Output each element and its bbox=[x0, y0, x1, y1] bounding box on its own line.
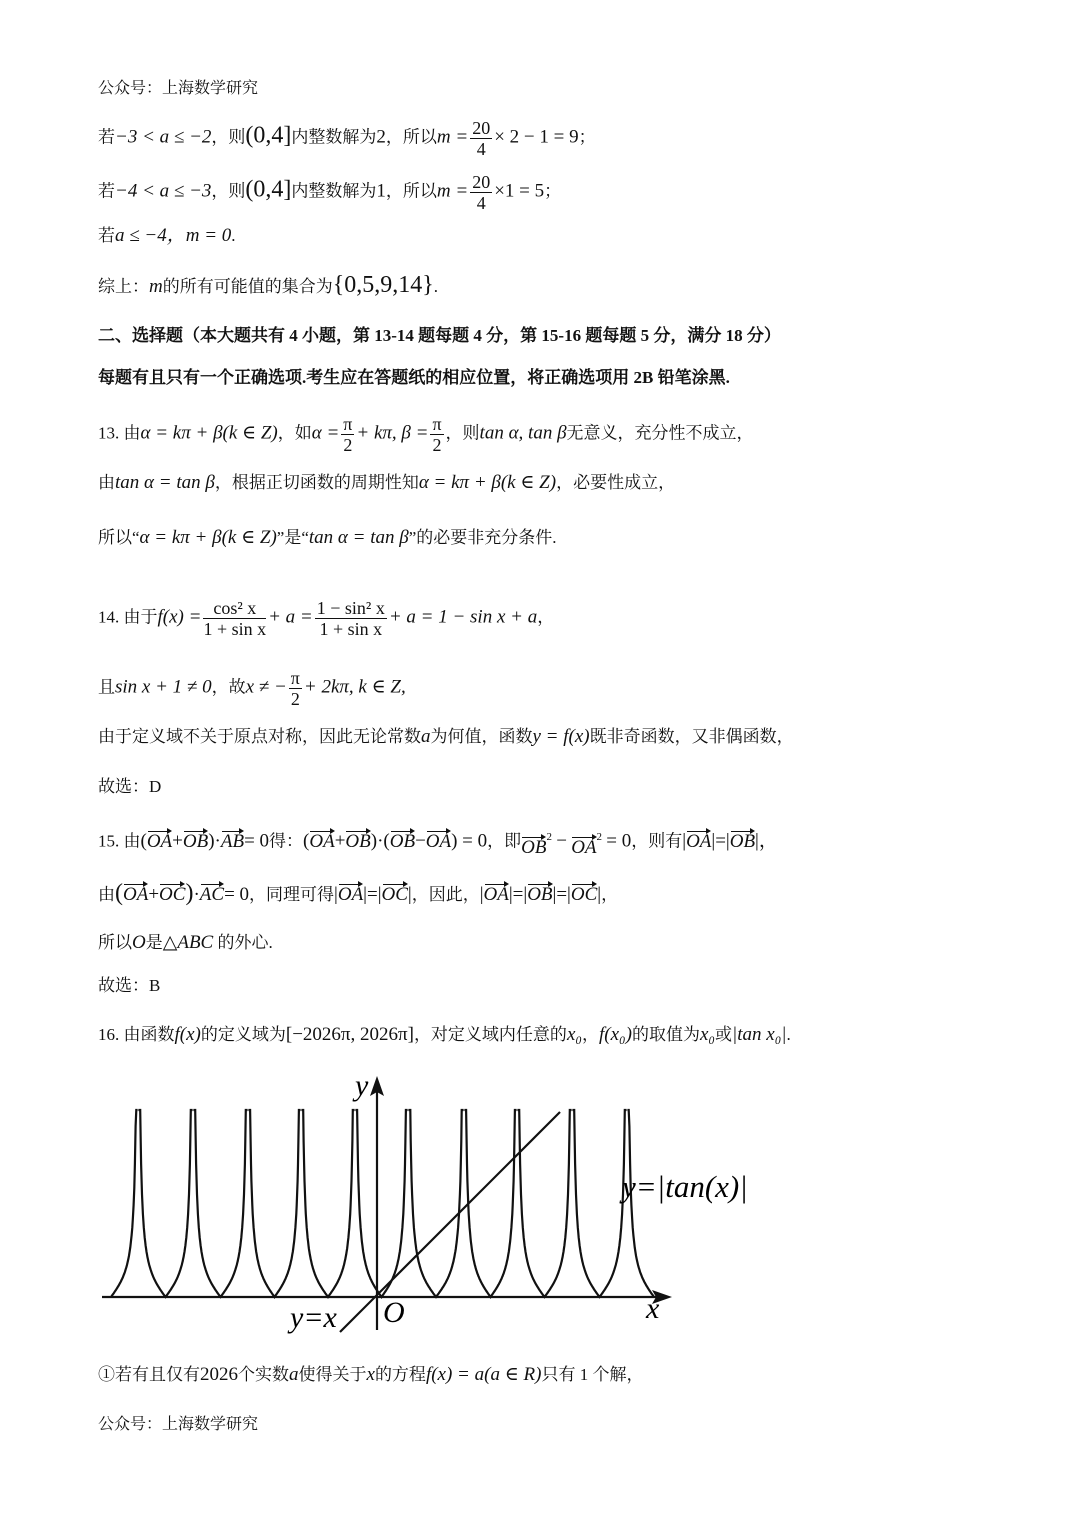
q14-answer: 故选：D bbox=[98, 777, 162, 796]
abs-tan-branch bbox=[355, 1110, 407, 1297]
q16-line-last: ①若有且仅有2026个实数a使得关于x的方程f(x) = a(a ∈ R)只有 1 个解， bbox=[98, 1364, 644, 1385]
page-footer: 公众号：上海数学研究 bbox=[98, 1416, 259, 1433]
line-y-equals-x bbox=[340, 1112, 560, 1332]
y-axis-label: y bbox=[355, 1069, 369, 1102]
line-label: y=x bbox=[290, 1301, 337, 1334]
tan-graph-figure bbox=[0, 1062, 1080, 1347]
q13-line-3: 所以“α = kπ + β(k ∈ Z)”是“tan α = tan β”的必要非充分条件. bbox=[98, 527, 557, 548]
section-title: 二、选择题（本大题共有 4 小题，第 13-14 题每题 4 分，第 15-16 题每题 5 分，满分 18 分） bbox=[98, 326, 781, 345]
curve-label: y=|tan(x)| bbox=[622, 1169, 748, 1204]
abs-tan-branch bbox=[517, 1110, 571, 1297]
abs-tan-branch bbox=[408, 1110, 463, 1297]
abs-tan-branch bbox=[301, 1110, 354, 1297]
q15-line-1: 15. 由(OA+OB)·AB= 0得：(OA+OB)·(OB−OA) = 0，即$OB^2 - OA^2 = 0$，则有|OA|=|OB|， bbox=[98, 830, 778, 858]
q14-line-2: 且sin x + 1 ≠ 0，故x ≠ − $\frac{\pi}{2}$ + 2kπ, k ∈ Z, bbox=[98, 668, 406, 709]
q15-line-3: 所以O是△ABC 的外心. bbox=[98, 932, 273, 953]
abs-tan-branch bbox=[464, 1110, 516, 1297]
section-note: 每题有且只有一个正确选项.考生应在答题纸的相应位置，将正确选项用 2B 铅笔涂黑. bbox=[98, 368, 730, 387]
q13-line-2: 由tan α = tan β，根据正切函数的周期性知α = kπ + β(k ∈ Z)，必要性成立， bbox=[98, 472, 676, 493]
case-line-1: 若−3 < a ≤ −2，则(0,4]内整数解为2，所以m = $\frac{20}{4}$ × 2 − 1 = 9； bbox=[98, 118, 596, 159]
fraction-20-4: $\frac{20}{4}$ bbox=[472, 172, 491, 213]
abs-tan-branch bbox=[248, 1110, 300, 1297]
q13-line-1: 13. 由α = kπ + β(k ∈ Z)，如α = $\frac{\pi}{2}$ + kπ, β = $\frac{\pi}{2}$ ，则tan α, tan β无意义，充分性不成立， bbox=[98, 414, 754, 455]
q14-line-1: 14. 由于f(x) = $\frac{\text{cos² x}}{\text{1 + sin x}}$ + a = $\frac{\text{1 − sin² x}}{\text{1 + sin x}}$ + a = 1 − sin x + a， bbox=[98, 598, 555, 639]
summary-line: 综上：m的所有可能值的集合为{0,5,9,14}. bbox=[98, 272, 439, 298]
q14-line-3: 由于定义域不关于原点对称，因此无论常数a为何值，函数y = f(x)既非奇函数，又非偶函数， bbox=[98, 726, 794, 747]
page-header: 公众号：上海数学研究 bbox=[98, 80, 259, 97]
case-line-3: 若a ≤ −4，m = 0. bbox=[98, 225, 236, 246]
abs-tan-branch bbox=[111, 1110, 138, 1297]
origin-label: O bbox=[383, 1296, 405, 1329]
case-line-2: 若−4 < a ≤ −3，则(0,4]内整数解为1，所以m = $\frac{20}{4}$ ×1 = 5； bbox=[98, 172, 562, 213]
abs-tan-branch bbox=[193, 1110, 247, 1297]
q16-line-1: 16. 由函数f(x)的定义域为[−2026π, 2026π]，对定义域内任意的x₀，f(x₀)的取值为x₀或|tan x₀|. bbox=[98, 1024, 791, 1045]
abs-tan-curve bbox=[111, 1110, 654, 1297]
q15-line-2: 由(OA+OC)·AC= 0，同理可得|OA|=|OC|，因此，|OA|=|OB|=|OC|， bbox=[98, 880, 619, 906]
abs-tan-branch bbox=[572, 1110, 626, 1297]
q15-answer: 故选：B bbox=[98, 976, 161, 995]
fraction-20-4: $\frac{20}{4}$ bbox=[472, 118, 491, 159]
x-axis-label: x bbox=[646, 1292, 660, 1325]
abs-tan-branch bbox=[138, 1110, 192, 1297]
